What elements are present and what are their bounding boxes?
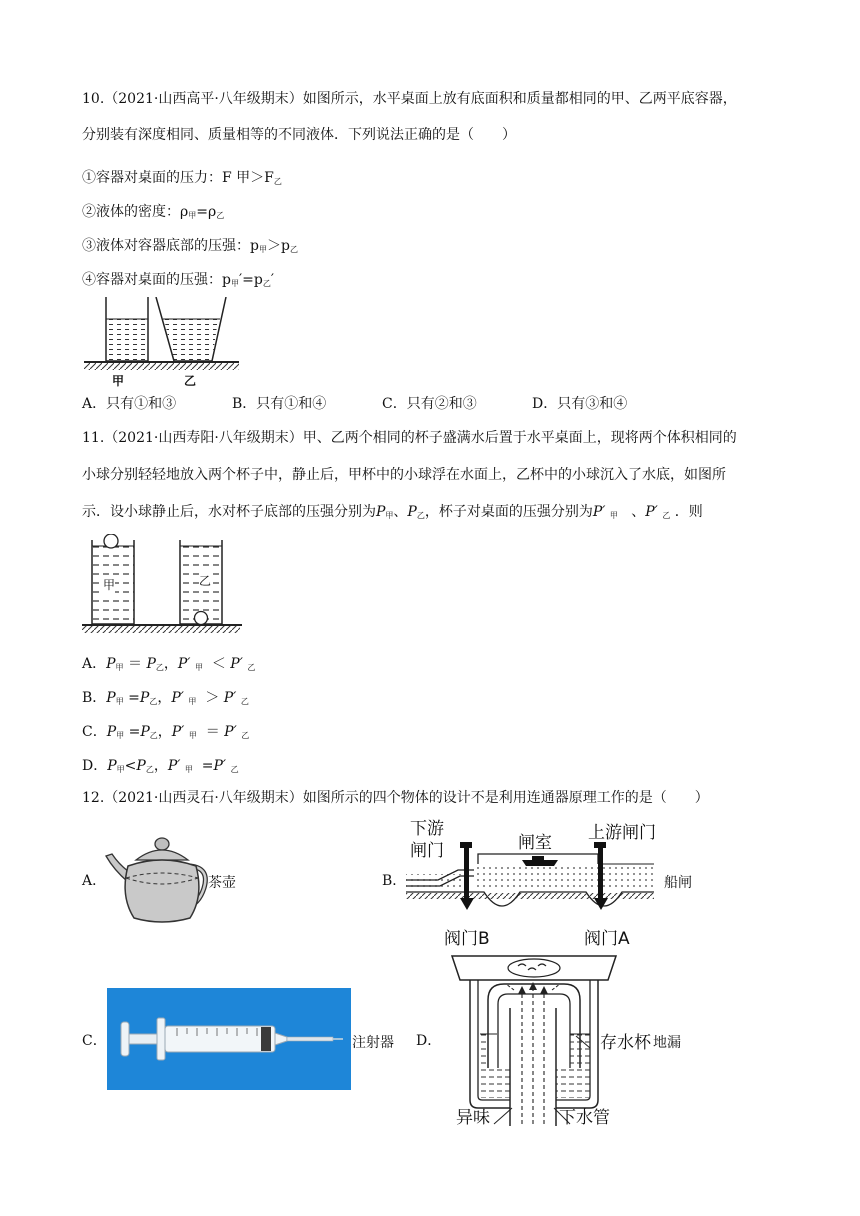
lock-valve-b-label: 阀门B	[444, 929, 490, 949]
q10-statement-1: ①容器对桌面的压力：F 甲$>F_乙$	[82, 170, 282, 186]
q12-option-c-label: 注射器	[352, 1035, 394, 1051]
q11-option-a[interactable]: A．$P_甲 = P_乙$，P′ $_甲$ ＜ P′ $_乙$	[82, 656, 256, 672]
q11-option-c[interactable]: C．$P_甲 =P_乙$，P′ $_甲$ ＝ P′ $_乙$	[82, 724, 250, 740]
q10-statement-2: ②液体的密度：$\rho_甲=\rho_乙$	[82, 204, 225, 220]
q10-option-b[interactable]: B．只有①和④	[232, 396, 327, 412]
q10-option-d[interactable]: D．只有③和④	[532, 396, 628, 412]
q12-option-d-label: 地漏	[653, 1035, 681, 1051]
lock-valve-a-label: 阀门A	[584, 929, 630, 949]
lock-downstream-label-2: 闸门	[410, 841, 444, 861]
q10-figure-label-yi: 乙	[184, 374, 197, 388]
q12-option-d-prefix[interactable]: D．	[416, 1033, 442, 1049]
q10-statement-4: ④容器对桌面的压强：$p_甲'=p_乙'$	[82, 272, 275, 288]
q11-figure-label-jia: 甲	[103, 578, 116, 592]
q10-statement-3: ③液体对容器底部的压强：$p_甲>p_乙$	[82, 238, 298, 254]
q10-option-c[interactable]: C．只有②和③	[382, 396, 477, 412]
q11-option-d[interactable]: D．$P_甲<P_乙$，P′ $_甲$ =P′ $_乙$	[82, 758, 239, 774]
q11-option-b[interactable]: B．$P_甲 =P_乙$，P′ $_甲$ ＞ P′ $_乙$	[82, 690, 249, 706]
q10-stem-line2: 分别装有深度相同、质量相等的不同液体．下列说法正确的是（ ）	[82, 127, 516, 143]
q11-stem-line2: 小球分别轻轻地放入两个杯子中，静止后，甲杯中的小球浮在水面上，乙杯中的小球沉入了水底，如图所	[82, 467, 726, 483]
q12-option-b-prefix[interactable]: B．	[382, 873, 407, 889]
q10-option-a[interactable]: A．只有①和③	[82, 396, 177, 412]
drain-cup-label: 存水杯	[600, 1033, 651, 1053]
drain-pipe-label: 下水管	[559, 1108, 610, 1128]
q10-stem-line1: 10.（2021·山西高平·八年级期末）如图所示，水平桌面上放有底面积和质量都相同的甲、乙两平底容器，	[82, 91, 737, 107]
teapot-image	[104, 826, 214, 926]
q12-option-c-prefix[interactable]: C．	[82, 1033, 107, 1049]
q10-figure-label-jia: 甲	[112, 374, 125, 388]
q12-option-a-prefix[interactable]: A．	[82, 873, 107, 889]
q10-containers-figure	[84, 297, 239, 385]
q12-option-b-label: 船闸	[664, 875, 692, 891]
q12-stem: 12.（2021·山西灵石·八年级期末）如图所示的四个物体的设计不是利用连通器原理工作的是（ ）	[82, 790, 709, 806]
lock-downstream-label-1: 下游	[410, 819, 444, 839]
syringe-photo	[107, 988, 351, 1090]
q12-option-a-label: 茶壶	[208, 875, 236, 891]
lock-chamber-label: 闸室	[518, 833, 552, 853]
q11-stem-line1: 11.（2021·山西寿阳·八年级期末）甲、乙两个相同的杯子盛满水后置于水平桌面上，现将两个体积相同的	[82, 430, 737, 446]
lock-upstream-label: 上游闸门	[588, 823, 656, 843]
drain-odor-label: 异味	[456, 1108, 490, 1128]
q11-figure-label-yi: 乙	[199, 574, 212, 588]
q11-stem-line3: 示．设小球静止后，水对杯子底部的压强分别为$P_甲$、$P_乙$，杯子对桌面的压强分别为P′ $_甲$ 、P′ $_乙$ ．则	[82, 504, 703, 520]
